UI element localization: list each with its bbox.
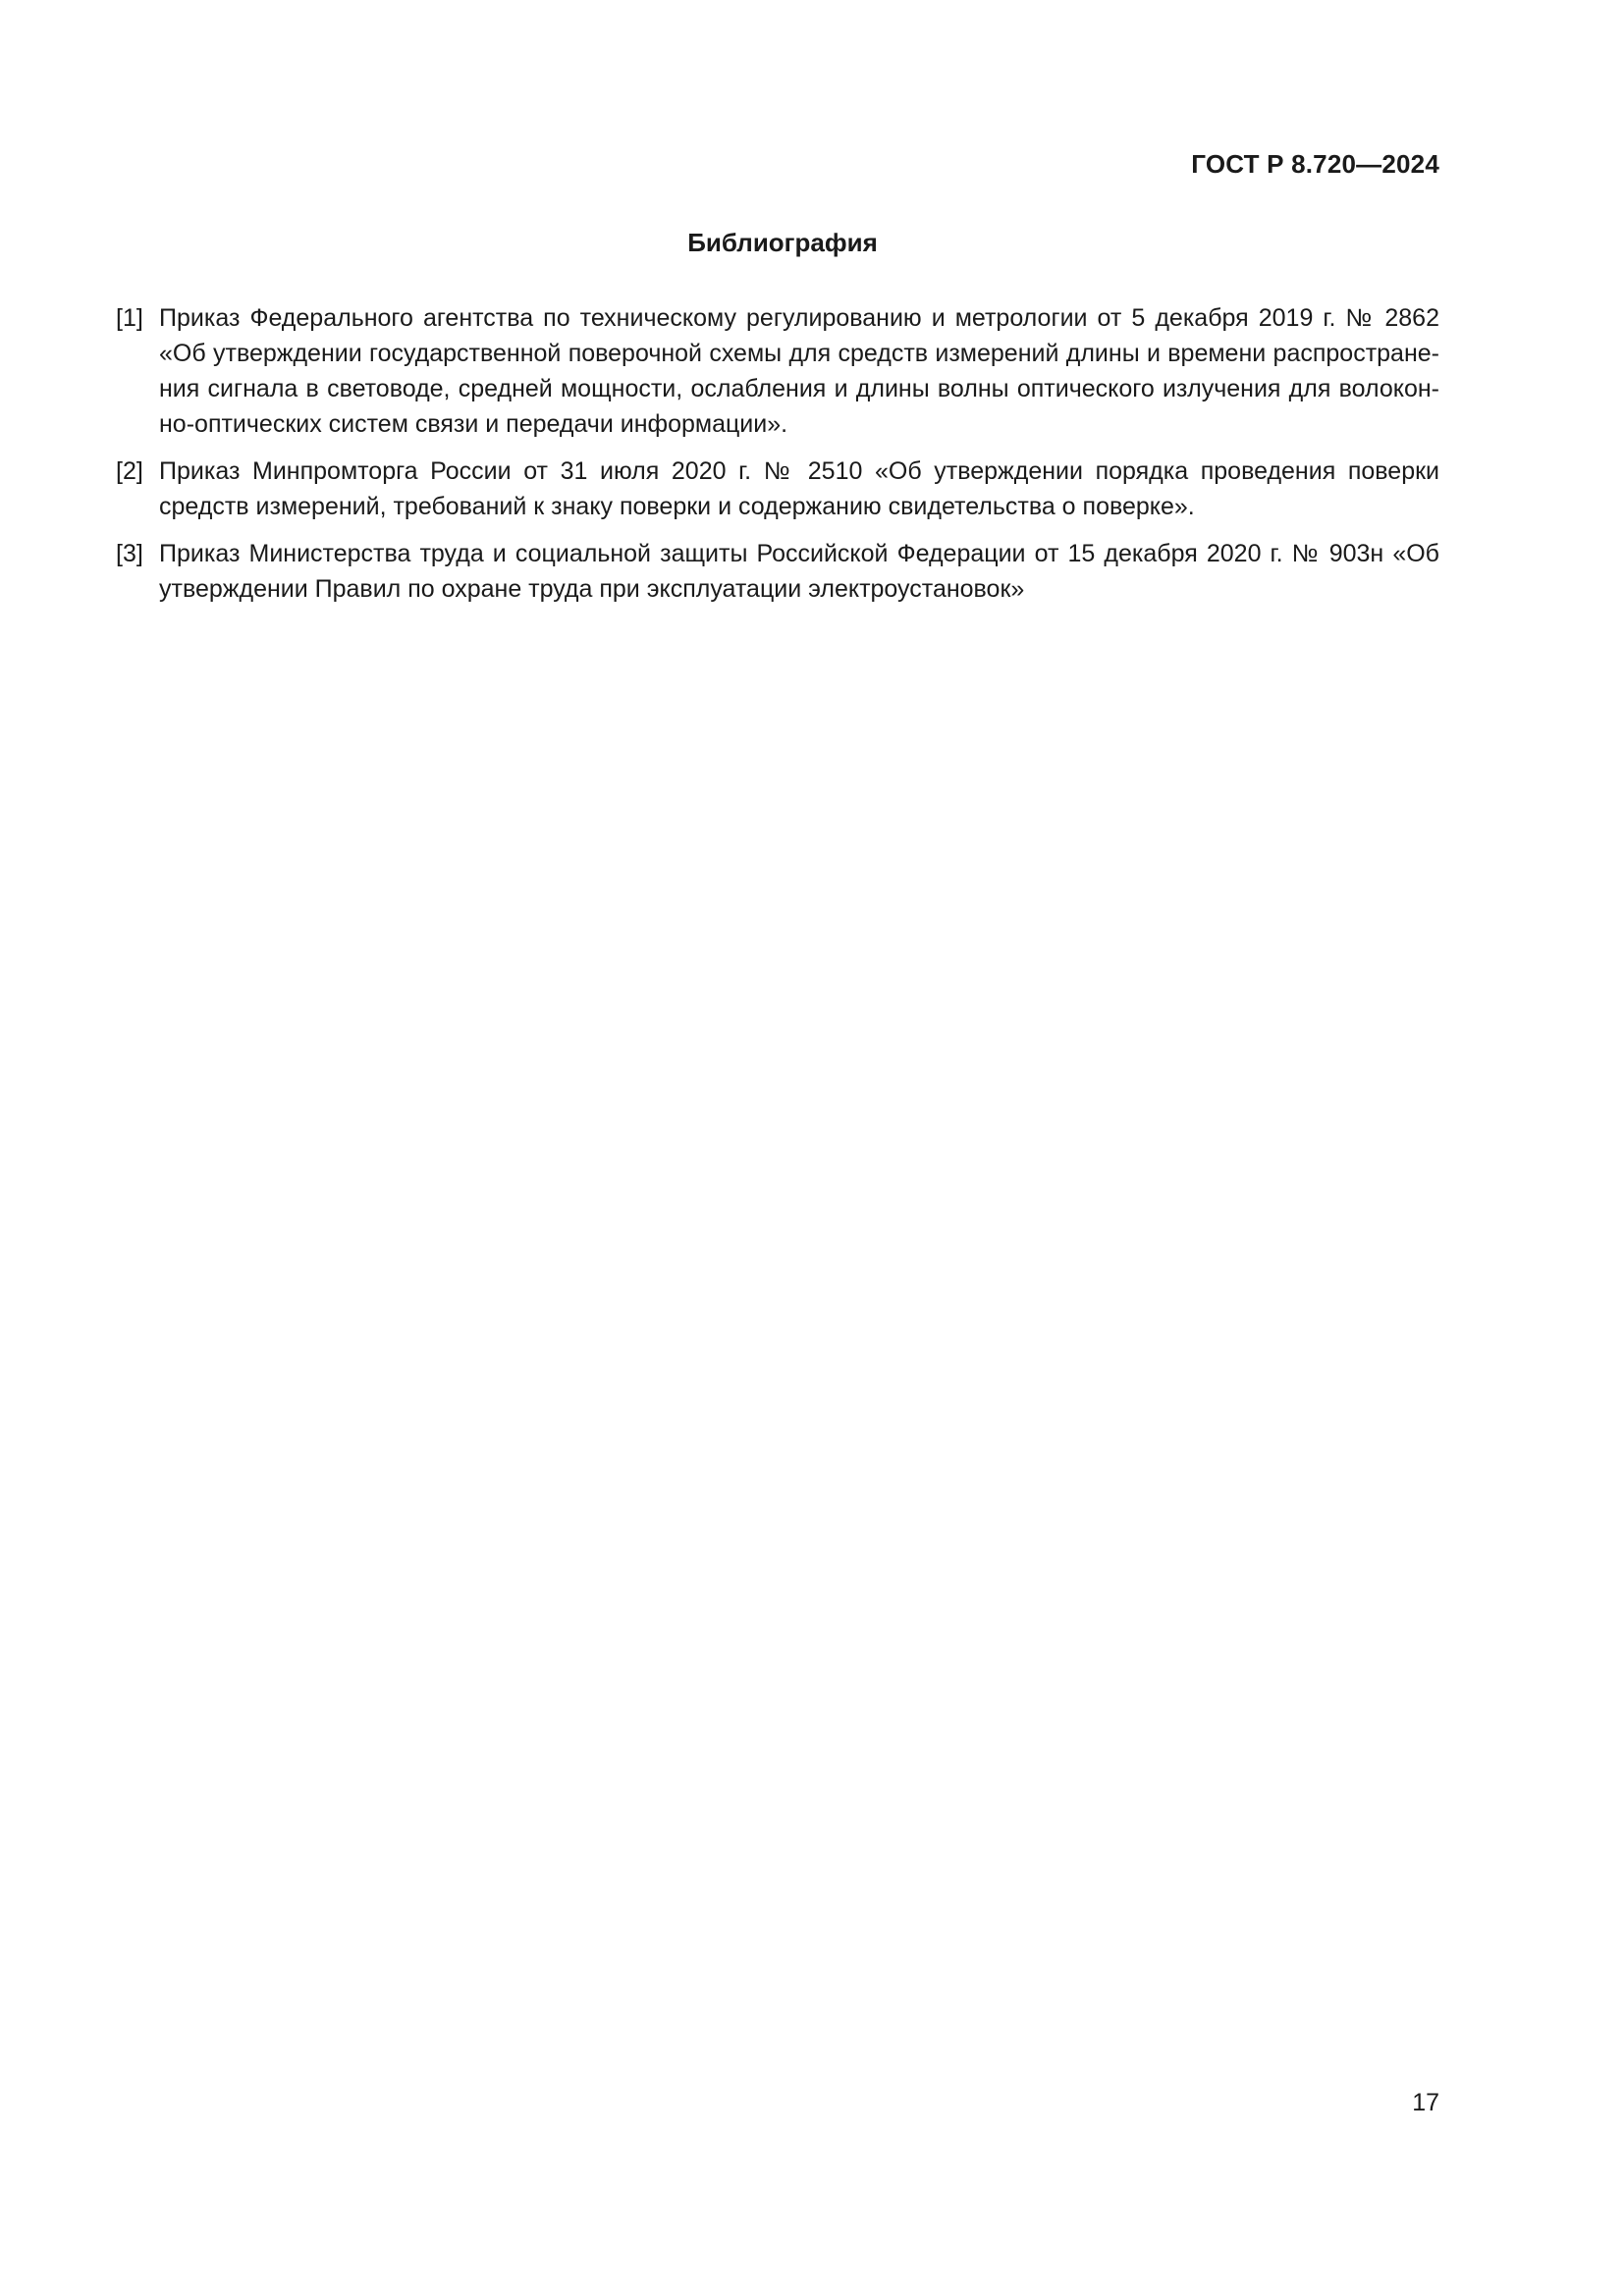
entry-number: [3] (116, 540, 143, 567)
entry-number: [1] (116, 304, 143, 332)
document-code: ГОСТ Р 8.720—2024 (1191, 149, 1439, 179)
entry-text: Приказ Министерства труда и социальной защиты Российской Федерации от 15 декабря 2020 г. № 903н «Об утверждении Правил по охране труда при эксплуатации электроустановок» (159, 540, 1439, 603)
entry-number: [2] (116, 457, 143, 485)
page-number: 17 (1412, 2089, 1439, 2116)
entry-text: Приказ Федерального агентства по техническому регулированию и метрологии от 5 декабря 2019 г. № 2862 «Об утверждении государственной поверочной схемы для средств измерений длины и времени распространения сигнала в световоде, средней мощности, ослабления и длины волны оптического излучения для волоконно-оптических систем связи и передачи информации». (159, 304, 1439, 438)
bibliography-title: Библиография (687, 228, 878, 257)
entry-text: Приказ Минпромторга России от 31 июля 2020 г. № 2510 «Об утверждении порядка проведения поверки средств измерений, требований к знаку поверки и содержанию свидетельства о поверке». (159, 457, 1439, 520)
bibliography-entry (116, 454, 1439, 524)
bibliography-list (116, 300, 1439, 618)
bibliography-entry (116, 536, 1439, 607)
bibliography-entry (116, 300, 1439, 442)
